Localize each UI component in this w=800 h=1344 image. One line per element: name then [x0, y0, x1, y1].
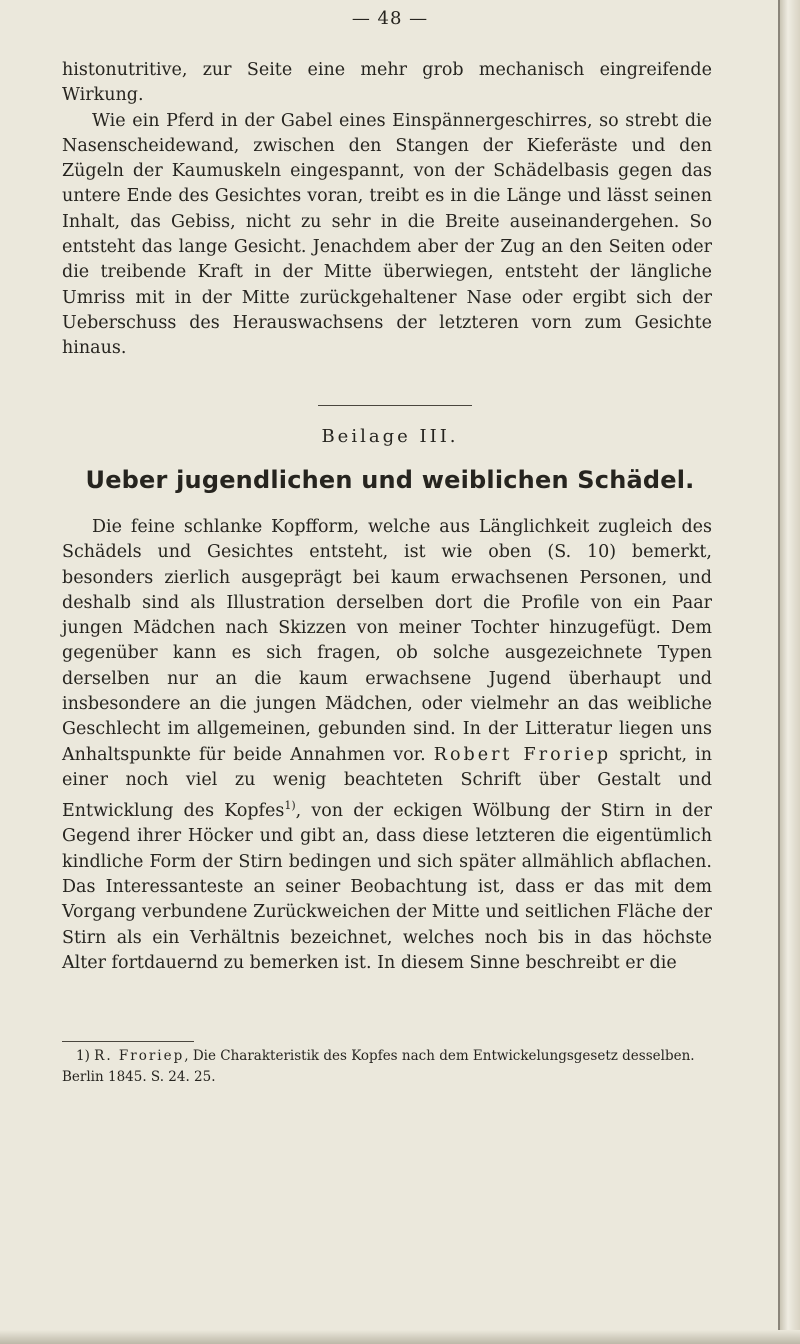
- section-divider: [318, 405, 472, 406]
- paragraph-continuation: histonutritive, zur Seite eine mehr grob mechanisch eingreifende Wirkung.: [62, 60, 712, 106]
- footnote-author: R. Froriep: [94, 1048, 185, 1064]
- footnote-divider: [62, 1041, 194, 1042]
- page-number: — 48 —: [351, 8, 429, 29]
- footnote-citation: , Die Charakteristik des Kopfes nach dem Entwickelungsgesetz desselben. Berlin 1845. S. 24. 25.: [62, 1048, 695, 1085]
- paragraph-horse-analogy: Wie ein Pferd in der Gabel eines Einspännergeschirres, so strebt die Nasenscheidewand, zwischen den Stangen der Kieferäste und den Zügeln der Kaumuskeln eingespannt, von der Schädelbasis gegen das untere Ende des Gesichtes voran, treibt es in die Länge und lässt seinen Inhalt, das Gebiss, nicht zu sehr in die Breite auseinandergehen. So entsteht das lange Gesicht. Jenachdem aber der Zug an den Seiten oder die treibende Kraft in der Mitte überwiegen, entsteht der längliche Umriss mit in der Mitte zurückgehaltener Nase oder ergibt sich der Ueberschuss des Herauswachsens der letzteren vorn zum Gesichte hinaus.: [62, 110, 712, 359]
- paragraph-main-part2: spricht, in einer noch viel zu wenig beachteten Schrift über Gestalt und Entwicklung des Kopfes: [62, 744, 712, 822]
- paragraph-main: [62, 515, 712, 976]
- page-bottom-shadow: [0, 1330, 800, 1344]
- paragraph-main-part1: Die feine schlanke Kopfform, welche aus Länglichkeit zugleich des Schädels und Gesichtes entsteht, ist wie oben (S. 10) bemerkt, besonders zierlich ausgeprägt bei kaum erwachsenen Personen, und deshalb sind als Illustration derselben dort die Profile von ein Paar jungen Mädchen nach Skizzen von meiner Tochter hinzugefügt. Dem gegenüber kann es sich fragen, ob solche ausgezeichnete Typen derselben nur an die kaum erwachsene Jugend überhaupt und insbesondere an die jungen Mädchen, oder vielmehr an das weibliche Geschlecht im allgemeinen, gebunden sind. In der Litteratur liegen uns Anhaltspunkte für beide Annahmen vor.: [62, 517, 712, 765]
- footnote-reference: 1): [284, 799, 296, 813]
- paragraph-main-part3: , von der eckigen Wölbung der Stirn in der Gegend ihrer Höcker und gibt an, dass diese letzteren die eigentümlich kindliche Form der Stirn bedingen und sich später allmählich abflachen. Das Interessanteste an seiner Beobachtung ist, dass er das mit dem Vorgang verbundene Zurückweichen der Mitte und seitlichen Fläche der Stirn als ein Verhältnis bezeichnet, welches noch bis in das höchste Alter fortdauernd zu bemerken ist. In diesem Sinne beschreibt er die: [62, 801, 712, 973]
- section-heading: Ueber jugendlichen und weiblichen Schädel.: [85, 466, 695, 494]
- footnote-text: [62, 1046, 712, 1088]
- footnote: [62, 1046, 712, 1088]
- text-block-top: [62, 58, 712, 362]
- author-name-spaced: Robert Froriep: [433, 744, 612, 765]
- appendix-label: Beilage III.: [321, 426, 459, 447]
- text-block-main: [62, 515, 712, 976]
- footnote-marker: 1): [76, 1048, 95, 1064]
- adjacent-page-edge: [778, 0, 800, 1344]
